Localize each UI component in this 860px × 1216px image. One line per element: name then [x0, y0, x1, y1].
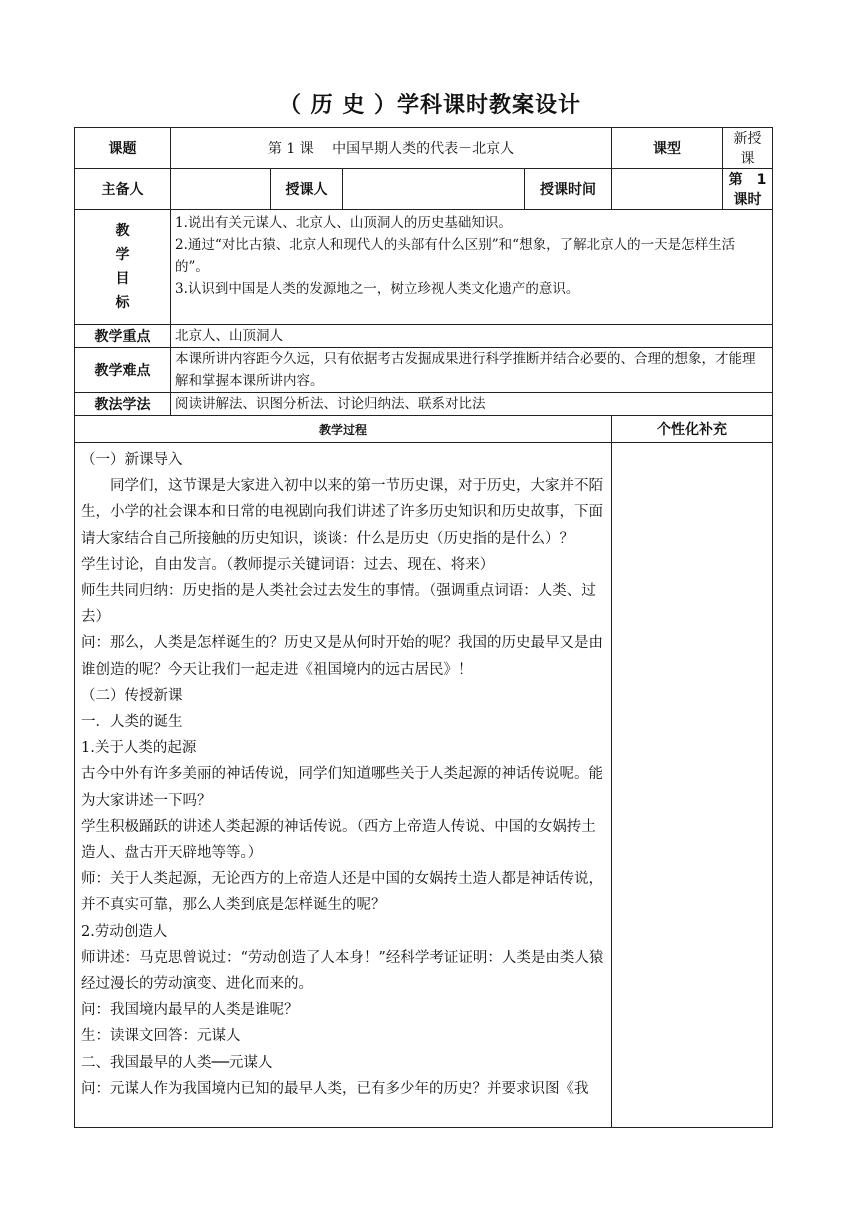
process-paragraph: 二、我国最早的人类──元谋人 — [81, 1054, 273, 1071]
time-label: 授课时间 — [525, 169, 612, 210]
preparer-label: 主备人 — [75, 169, 171, 210]
time-value — [612, 169, 723, 210]
difficulties-label: 教学难点 — [75, 348, 171, 393]
page-title: （ 历 史 ）学科课时教案设计 — [279, 93, 581, 118]
process-paragraph: （一）新课导入 — [81, 452, 183, 468]
goals-value — [171, 210, 773, 325]
process-paragraph: 师生共同归纳：历史指的是人类社会过去发生的事情。（强调重点词语：人类、过去） — [81, 583, 596, 626]
goal-item: 2.通过“对比古猿、北京人和现代人的头部有什么区别”和“想象，了解北京人的一天是怎样生活的”。 — [175, 237, 736, 275]
goals-label-char: 标 — [115, 295, 130, 311]
process-paragraph: 生：读课文回答：元谋人 — [81, 1028, 241, 1045]
goals-label — [75, 210, 171, 325]
topic-value: 第 1 课 中国早期人类的代表－北京人 — [171, 128, 612, 169]
methods-label: 教法学法 — [75, 393, 171, 416]
process-paragraph: 同学们，这节课是大家进入初中以来的第一节历史课，对于历史，大家并不陌生，小学的社会课本和日常的电视剧向我们讲述了许多历史知识和历史故事，下面请大家结合自己所接触的历史知识，谈谈：什么是历史（历史指的是什么）？ — [81, 478, 603, 547]
preparer-value — [171, 169, 271, 210]
key-points-label: 教学重点 — [75, 325, 171, 348]
key-points-value: 北京人、山顶洞人 — [171, 325, 773, 348]
key-points-row — [75, 325, 773, 348]
type-value: 新授课 — [723, 128, 773, 169]
process-header: 教学过程 — [75, 416, 612, 443]
difficulties-value: 本课所讲内容距今久远，只有依据考古发掘成果进行科学推断并结合必要的、合理的想象，才能理解和掌握本课所讲内容。 — [171, 348, 773, 393]
methods-value: 阅读讲解法、识图分析法、讨论归纳法、联系对比法 — [171, 393, 773, 416]
process-paragraph: 问：我国境内最早的人类是谁呢？ — [81, 1002, 299, 1019]
goals-label-char: 教 — [115, 223, 130, 239]
personal-header: 个性化补充 — [612, 416, 773, 443]
process-paragraph: （二）传授新课 — [81, 687, 183, 704]
type-label: 课型 — [612, 128, 723, 169]
process-paragraph: 师讲述：马克思曾说过：“劳动创造了人本身！”经科学考证证明：人类是由类人猿经过漫长的劳动演变、进化而来的。 — [81, 949, 604, 993]
process-body-row — [75, 443, 773, 1128]
difficulties-row — [75, 348, 773, 393]
teacher-label: 授课人 — [271, 169, 343, 210]
process-content — [75, 443, 612, 1128]
process-paragraph: 古今中外有许多美丽的神话传说，同学们知道哪些关于人类起源的神话传说呢。能为大家讲述一下吗？ — [81, 766, 603, 809]
process-header-row — [75, 416, 773, 443]
goal-item: 1.说出有关元谋人、北京人、山顶洞人的历史基础知识。 — [175, 215, 512, 231]
goal-item: 3.认识到中国是人类的发源地之一，树立珍视人类文化遗产的意识。 — [175, 281, 580, 297]
topic-label: 课题 — [75, 128, 171, 169]
teacher-value — [343, 169, 525, 210]
process-paragraph: 师：关于人类起源，无论西方的上帝造人还是中国的女娲抟土造人都是神话传说，并不真实可靠，那么人类到底是怎样诞生的呢？ — [81, 871, 603, 914]
methods-row — [75, 393, 773, 416]
lesson-plan-table — [74, 127, 781, 1128]
process-paragraph: 学生讨论，自由发言。（教师提示关键词语：过去、现在、将来） — [81, 556, 495, 573]
process-paragraph: 问：元谋人作为我国境内已知的最早人类，已有多少年的历史？并要求识图《我 — [81, 1080, 589, 1097]
process-paragraph: 问：那么，人类是怎样诞生的？历史又是从何时开始的呢？我国的历史最早又是由谁创造的呢？今天让我们一起走进《祖国境内的远古居民》！ — [81, 635, 603, 678]
preparer-row — [75, 169, 773, 210]
goals-row — [75, 210, 773, 325]
personal-content — [612, 443, 773, 1128]
process-paragraph: 2.劳动创造人 — [81, 923, 168, 940]
topic-row — [75, 128, 773, 169]
period-value: 第 1 课时 — [723, 169, 773, 210]
goals-label-char: 目 — [115, 271, 130, 287]
process-paragraph: 学生积极踊跃的讲述人类起源的神话传说。（西方上帝造人传说、中国的女娲抟土造人、盘古开天辟地等等。） — [81, 818, 596, 862]
process-paragraph: 一．人类的诞生 — [81, 714, 183, 731]
goals-label-char: 学 — [115, 247, 130, 263]
process-paragraph: 1.关于人类的起源 — [81, 740, 197, 757]
